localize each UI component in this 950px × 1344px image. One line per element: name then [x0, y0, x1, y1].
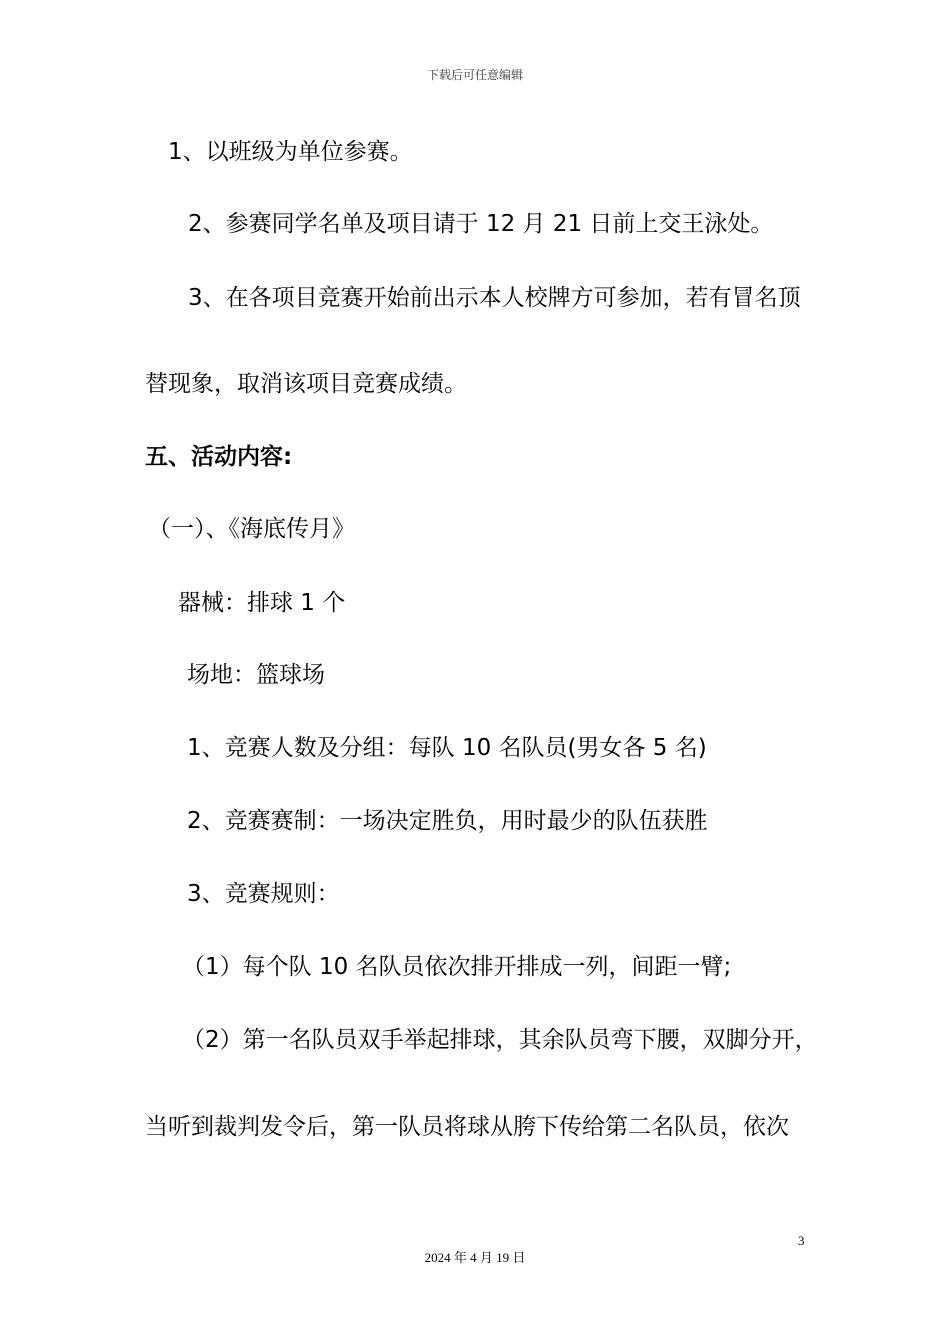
paragraph-line: 3、在各项目竞赛开始前出示本人校牌方可参加，若有冒名顶 — [188, 285, 801, 311]
paragraph-line: 2、参赛同学名单及项目请于 12 月 21 日前上交王泳处。 — [188, 211, 774, 237]
paragraph-line: 替现象，取消该项目竞赛成绩。 — [145, 371, 467, 397]
paragraph-line: 3、竞赛规则： — [187, 881, 340, 907]
subsection-title: （一）、《海底传月》 — [148, 516, 355, 542]
section-heading: 五、活动内容: — [145, 444, 293, 470]
footer-date: 2024 年 4 月 19 日 — [424, 1250, 526, 1265]
paragraph-line: 器械：排球 1 个 — [178, 590, 346, 616]
paragraph-line: 1、以班级为单位参赛。 — [168, 139, 413, 165]
paragraph-line: （2）第一名队员双手举起排球，其余队员弯下腰，双脚分开， — [182, 1027, 818, 1053]
header-note: 下载后可任意编辑 — [426, 68, 523, 82]
paragraph-line: 场地：篮球场 — [187, 662, 325, 688]
paragraph-line: （1）每个队 10 名队员依次排开排成一列，间距一臂; — [182, 954, 732, 980]
paragraph-line: 1、竞赛人数及分组：每队 10 名队员(男女各 5 名) — [187, 735, 707, 761]
paragraph-line: 2、竞赛赛制：一场决定胜负，用时最少的队伍获胜 — [187, 808, 708, 834]
page-number: 3 — [798, 1233, 805, 1248]
paragraph-line: 当听到裁判发令后，第一队员将球从胯下传给第二名队员，依次 — [145, 1114, 789, 1140]
